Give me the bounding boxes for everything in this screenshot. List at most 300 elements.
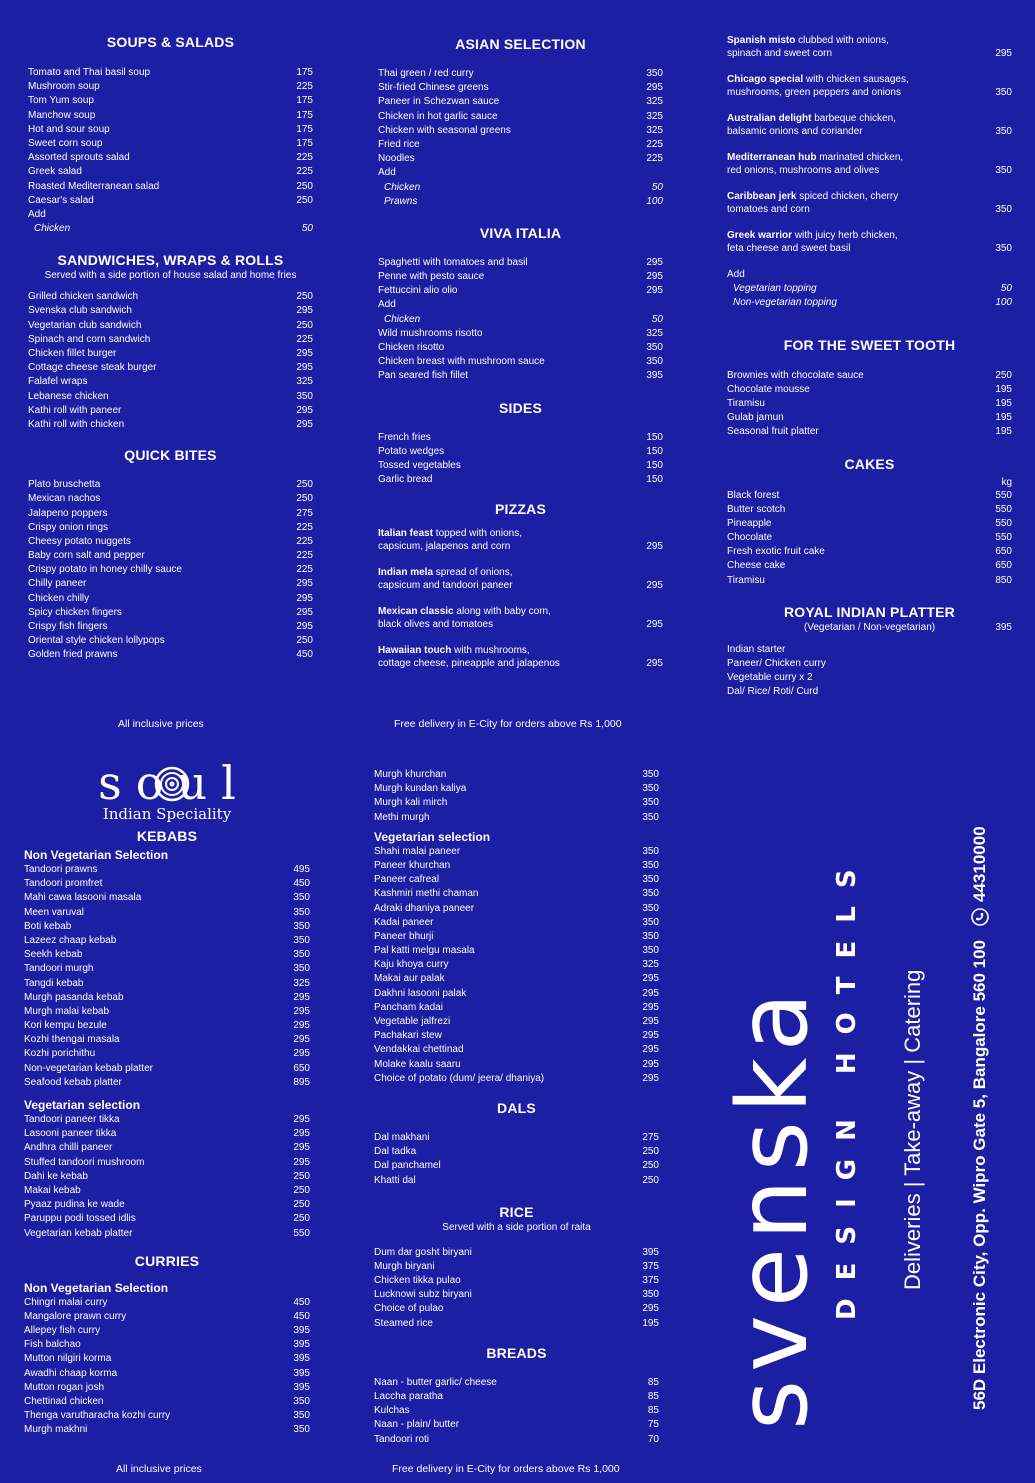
menu-item-price: 350 bbox=[642, 916, 659, 928]
menu-item-name: Tandoori prawns bbox=[24, 864, 98, 875]
menu-item-price: 550 bbox=[995, 517, 1012, 529]
menu-item bbox=[378, 110, 663, 124]
menu-item-name: Noodles bbox=[378, 153, 415, 165]
menu-item-price: 295 bbox=[642, 1016, 659, 1027]
menu-item-name: Kulchas bbox=[374, 1405, 410, 1417]
menu-item-price: 395 bbox=[293, 1339, 310, 1351]
menu-item-price: 325 bbox=[642, 959, 659, 971]
menu-item-price: 350 bbox=[642, 945, 659, 957]
menu-item bbox=[727, 411, 1012, 425]
pizza-price: 350 bbox=[995, 204, 1012, 215]
menu-item-price: 295 bbox=[646, 256, 663, 268]
menu-item-name: Chicken bbox=[384, 313, 421, 325]
menu-item-price: 250 bbox=[293, 1170, 310, 1182]
cakes-list bbox=[727, 489, 1012, 588]
menu-item bbox=[24, 1019, 310, 1033]
menu-item-name: Kashmiri methi chaman bbox=[374, 888, 479, 900]
menu-item-price: 550 bbox=[995, 532, 1012, 544]
menu-item bbox=[28, 648, 313, 662]
menu-item-name: Add bbox=[378, 299, 396, 311]
menu-item-name: Tiramisu bbox=[727, 397, 765, 409]
rice-list bbox=[374, 1246, 659, 1331]
menu-item bbox=[374, 902, 659, 916]
menu-item bbox=[24, 1395, 310, 1409]
menu-item-name: Vegetarian club sandwich bbox=[28, 319, 142, 331]
menu-item-name: Seafood kebab platter bbox=[24, 1076, 122, 1088]
menu-item-price: 325 bbox=[646, 124, 663, 136]
menu-item-name: Laccha paratha bbox=[374, 1391, 443, 1402]
menu-item-price: 295 bbox=[642, 1058, 659, 1070]
menu-item bbox=[374, 845, 659, 859]
menu-item-price: 75 bbox=[647, 1419, 659, 1431]
menu-item-name: Boti kebab bbox=[24, 920, 72, 932]
menu-item-name: Vendakkai chettinad bbox=[374, 1044, 464, 1056]
menu-item bbox=[378, 138, 663, 152]
menu-item-name: Stir-fried Chinese greens bbox=[378, 82, 489, 94]
curries-veg-list bbox=[374, 845, 659, 1086]
pizza-desc-line1: spread of onions, bbox=[433, 567, 513, 579]
section-title-curries: CURRIES bbox=[134, 1252, 200, 1269]
menu-item bbox=[727, 489, 1012, 503]
menu-item-price: 350 bbox=[642, 769, 659, 780]
pizza-price: 350 bbox=[995, 243, 1012, 254]
menu-item-name: Vegetable curry x 2 bbox=[727, 672, 813, 684]
menu-item-name: Pan seared fish fillet bbox=[378, 370, 469, 382]
menu-item-price: 395 bbox=[293, 1325, 310, 1337]
menu-item-name: Awadhi chaap korma bbox=[24, 1367, 118, 1379]
menu-item bbox=[28, 165, 313, 179]
menu-item bbox=[374, 1145, 659, 1159]
quick-bites-list bbox=[28, 478, 313, 662]
pizza-item bbox=[378, 605, 663, 631]
menu-item-price: 195 bbox=[642, 1317, 659, 1329]
menu-item-price: 150 bbox=[646, 459, 663, 471]
menu-item-name: Baby corn salt and pepper bbox=[28, 550, 145, 562]
menu-item-price: 250 bbox=[296, 493, 313, 505]
section-subtitle-platter: (Vegetarian / Non-vegetarian) bbox=[803, 621, 936, 633]
menu-item bbox=[24, 1338, 310, 1352]
menu-item bbox=[28, 109, 313, 123]
menu-item bbox=[24, 962, 310, 976]
menu-item-price: 450 bbox=[293, 1310, 310, 1322]
menu-item-name: Add bbox=[28, 208, 46, 220]
menu-item-name: Murgh kundan kaliya bbox=[374, 783, 467, 795]
menu-item-price: 495 bbox=[293, 864, 310, 875]
pizza-desc-line1: marinated chicken, bbox=[816, 152, 904, 163]
menu-item bbox=[28, 194, 313, 208]
menu-item bbox=[28, 66, 313, 80]
menu-item-name: Tiramisu bbox=[727, 574, 765, 586]
menu-item-price: 295 bbox=[642, 1001, 659, 1013]
menu-item-name: Pineapple bbox=[727, 517, 772, 529]
menu-item bbox=[374, 887, 659, 901]
menu-item bbox=[374, 873, 659, 887]
menu-item-price: 295 bbox=[296, 621, 313, 632]
menu-item-price: 650 bbox=[995, 560, 1012, 572]
menu-item bbox=[727, 643, 1012, 657]
menu-item-price: 350 bbox=[293, 1396, 310, 1407]
menu-item-price: 295 bbox=[293, 1005, 310, 1017]
menu-item bbox=[374, 972, 659, 986]
pizza-price: 350 bbox=[995, 87, 1012, 98]
pizza-desc-line1: along with baby corn, bbox=[453, 606, 551, 618]
menu-item-name: Kaju khoya curry bbox=[374, 959, 449, 971]
menu-item-name: Methi murgh bbox=[374, 811, 430, 823]
menu-item-name: Choice of pulao bbox=[374, 1303, 444, 1315]
menu-item-price: 650 bbox=[293, 1062, 310, 1074]
menu-item-name: Adraki dhaniya paneer bbox=[374, 902, 475, 914]
menu-item-name: Murgh khurchan bbox=[374, 769, 447, 780]
section-title-sweet: FOR THE SWEET TOOTH bbox=[783, 336, 956, 353]
menu-item bbox=[24, 877, 310, 891]
menu-item-price: 350 bbox=[293, 892, 310, 904]
pizza-item bbox=[727, 73, 1012, 99]
menu-item-name: Roasted Mediterranean salad bbox=[28, 180, 160, 192]
menu-item-price: 50 bbox=[651, 313, 663, 325]
menu-item bbox=[378, 95, 663, 109]
menu-item-name: Paneer in Schezwan sauce bbox=[378, 96, 500, 108]
menu-item-name: Kathi roll with chicken bbox=[28, 418, 125, 430]
soups-list bbox=[28, 66, 313, 236]
pizza-description bbox=[727, 34, 957, 60]
pizza-name: Hawaiian touch bbox=[378, 645, 452, 657]
menu-item-name: Lucknowi subz biryani bbox=[374, 1289, 472, 1301]
menu-item-price: 295 bbox=[293, 1020, 310, 1032]
menu-item-price: 250 bbox=[995, 369, 1012, 381]
menu-item-name: Paneer khurchan bbox=[374, 859, 451, 871]
menu-item bbox=[24, 1227, 310, 1241]
breads-list bbox=[374, 1376, 659, 1447]
pizza-description bbox=[727, 190, 957, 216]
menu-item-name: Pachakari stew bbox=[374, 1030, 442, 1042]
menu-item bbox=[374, 859, 659, 873]
menu-item-name: Chicken bbox=[34, 223, 71, 235]
curries-nonveg-head: Non Vegetarian Selection bbox=[24, 1280, 169, 1295]
menu-item-price: 250 bbox=[296, 319, 313, 331]
pizza-description bbox=[378, 527, 608, 553]
menu-item bbox=[28, 94, 313, 108]
menu-item-price: 195 bbox=[995, 397, 1012, 409]
menu-item bbox=[28, 492, 313, 506]
menu-item-price: 295 bbox=[296, 592, 313, 604]
menu-item bbox=[727, 545, 1012, 559]
menu-item bbox=[374, 1072, 659, 1086]
menu-item bbox=[378, 327, 663, 341]
pizza-desc-line1: with mushrooms, bbox=[451, 645, 530, 657]
menu-item-name: Non-vegetarian topping bbox=[733, 297, 837, 309]
kebabs-nonveg-list bbox=[24, 863, 310, 1090]
menu-item-name: Chicken risotto bbox=[378, 342, 445, 353]
section-title-sides: SIDES bbox=[498, 399, 542, 416]
menu-item bbox=[727, 531, 1012, 545]
menu-item-price: 225 bbox=[296, 521, 313, 533]
menu-item bbox=[28, 507, 313, 521]
menu-item-price: 250 bbox=[642, 1160, 659, 1172]
menu-item-price: 295 bbox=[293, 1034, 310, 1046]
menu-item bbox=[24, 1076, 310, 1090]
menu-item-price: 225 bbox=[646, 153, 663, 165]
menu-item-name: Kori kempu bezule bbox=[24, 1020, 107, 1032]
menu-item bbox=[374, 1058, 659, 1072]
menu-item bbox=[374, 944, 659, 958]
menu-item-name: Lebanese chicken bbox=[28, 390, 109, 402]
menu-item-price: 650 bbox=[995, 546, 1012, 558]
menu-item-name: Meen varuval bbox=[24, 906, 85, 918]
menu-item bbox=[378, 81, 663, 95]
menu-item-name: Non-vegetarian kebab platter bbox=[24, 1062, 153, 1074]
menu-item-name: Add bbox=[378, 167, 396, 179]
menu-item bbox=[28, 319, 313, 333]
menu-item-price: 295 bbox=[296, 606, 313, 618]
cakes-unit: kg bbox=[1001, 476, 1012, 488]
menu-item-price: 450 bbox=[296, 649, 313, 661]
menu-item bbox=[24, 934, 310, 948]
menu-item bbox=[727, 517, 1012, 531]
menu-item bbox=[28, 137, 313, 151]
menu-item-price: 275 bbox=[642, 1131, 659, 1143]
menu-item-price: 375 bbox=[642, 1260, 659, 1272]
menu-item-price: 350 bbox=[642, 902, 659, 914]
menu-item-price: 350 bbox=[646, 342, 663, 353]
menu-item bbox=[374, 1433, 659, 1447]
menu-item bbox=[24, 1141, 310, 1155]
menu-item-name: Vegetarian topping bbox=[733, 283, 817, 295]
soul-logo bbox=[24, 756, 310, 823]
menu-item-price: 85 bbox=[647, 1376, 659, 1388]
menu-item bbox=[24, 1324, 310, 1338]
menu-item bbox=[374, 1015, 659, 1029]
curries-nonveg-list bbox=[24, 1296, 310, 1438]
menu-item-name: Seasonal fruit platter bbox=[727, 426, 819, 438]
menu-item-name: Dum dar gosht biryani bbox=[374, 1246, 472, 1258]
menu-item bbox=[28, 180, 313, 194]
pizza-price: 295 bbox=[995, 48, 1012, 59]
dals-list bbox=[374, 1131, 659, 1188]
pizza-name: Australian delight bbox=[727, 113, 812, 124]
menu-item bbox=[374, 1260, 659, 1274]
menu-item-price: 395 bbox=[293, 1367, 310, 1379]
menu-item-name: French fries bbox=[378, 431, 431, 443]
menu-item bbox=[24, 1047, 310, 1061]
menu-item-price: 350 bbox=[642, 930, 659, 942]
menu-item-name: Vegetable jalfrezi bbox=[374, 1016, 451, 1027]
menu-item-price: 195 bbox=[995, 383, 1012, 395]
menu-item-price: 395 bbox=[293, 1353, 310, 1365]
pizza-desc-line1: topped with onions, bbox=[433, 528, 522, 540]
menu-item bbox=[28, 521, 313, 535]
menu-item-name: Cheese cake bbox=[727, 560, 786, 572]
menu-item bbox=[28, 123, 313, 137]
kebabs-veg-head: Vegetarian selection bbox=[24, 1098, 141, 1112]
menu-item bbox=[24, 1212, 310, 1226]
menu-item bbox=[378, 152, 663, 166]
menu-item bbox=[24, 1062, 310, 1076]
menu-item-name: Manchow soup bbox=[28, 109, 96, 121]
menu-item-name: Chettinad chicken bbox=[24, 1396, 104, 1407]
pizza-desc-line2: capsicum, jalapenos and corn bbox=[378, 541, 511, 553]
menu-item-name: Dal tadka bbox=[374, 1146, 417, 1158]
menu-item-price: 350 bbox=[296, 390, 313, 402]
brand-wordmark: svenska bbox=[717, 984, 829, 1430]
menu-item-price: 350 bbox=[646, 356, 663, 368]
section-title-cakes: CAKES bbox=[844, 455, 895, 472]
menu-item bbox=[374, 958, 659, 972]
menu-item bbox=[24, 1409, 310, 1423]
menu-item bbox=[378, 341, 663, 355]
menu-item bbox=[24, 1423, 310, 1437]
menu-item-price: 295 bbox=[296, 305, 313, 317]
menu-item-price: 295 bbox=[293, 1128, 310, 1140]
menu-item bbox=[374, 1404, 659, 1418]
footer-prices-top: All inclusive prices bbox=[118, 718, 204, 730]
menu-item-name: Chicken in hot garlic sauce bbox=[378, 110, 498, 122]
pizza-name: Italian feast bbox=[378, 528, 434, 540]
pizza-name: Mexican classic bbox=[378, 606, 454, 618]
pizza-item bbox=[727, 151, 1012, 177]
menu-item-price: 450 bbox=[293, 1296, 310, 1308]
menu-item bbox=[374, 1131, 659, 1145]
menu-item-price: 895 bbox=[293, 1076, 310, 1088]
menu-item-price: 450 bbox=[293, 878, 310, 890]
menu-item-name: Paneer bhurji bbox=[374, 930, 434, 942]
menu-item bbox=[24, 1296, 310, 1310]
menu-item bbox=[374, 768, 659, 782]
pizza-desc-line2: feta cheese and sweet basil bbox=[727, 243, 851, 254]
menu-item-name: Tangdi kebab bbox=[24, 977, 84, 989]
pizza-desc-line1: clubbed with onions, bbox=[795, 35, 889, 46]
section-title-pizzas: PIZZAS bbox=[495, 501, 546, 518]
menu-item-name: Brownies with chocolate sauce bbox=[727, 369, 864, 381]
pizza-item bbox=[727, 190, 1012, 216]
menu-item-price: 550 bbox=[293, 1227, 310, 1239]
menu-item-name: Choice of potato (dum/ jeera/ dhaniya) bbox=[374, 1072, 545, 1084]
menu-item-name: Dakhni lasooni palak bbox=[374, 987, 467, 999]
menu-item bbox=[28, 606, 313, 620]
menu-item-name: Chicken fillet burger bbox=[28, 348, 117, 359]
menu-item bbox=[374, 1376, 659, 1390]
section-title-rice: RICE bbox=[499, 1203, 534, 1220]
menu-item bbox=[28, 151, 313, 165]
menu-item-name: Fettuccini alio olio bbox=[378, 285, 458, 297]
menu-item-name: Oriental style chicken lollypops bbox=[28, 635, 165, 647]
menu-item bbox=[374, 1317, 659, 1331]
menu-item-price: 225 bbox=[296, 550, 313, 562]
menu-item bbox=[374, 1174, 659, 1188]
menu-item bbox=[378, 369, 663, 383]
menu-item-name: Dal makhani bbox=[374, 1131, 430, 1143]
menu-item-price: 350 bbox=[646, 68, 663, 79]
menu-item bbox=[28, 375, 313, 389]
menu-item-name: Chicken bbox=[384, 181, 421, 193]
menu-item bbox=[28, 478, 313, 492]
menu-item-name: Chilly paneer bbox=[28, 578, 87, 590]
menu-item-price: 350 bbox=[293, 934, 310, 946]
pizza-desc-line1: with juicy herb chicken, bbox=[792, 230, 898, 241]
menu-item bbox=[24, 1170, 310, 1184]
menu-item-price: 295 bbox=[296, 362, 313, 374]
menu-item-name: Chicken breast with mushroom sauce bbox=[378, 356, 545, 368]
menu-item bbox=[24, 1184, 310, 1198]
menu-item-price: 50 bbox=[1000, 283, 1012, 295]
menu-item-price: 295 bbox=[293, 1114, 310, 1125]
sides-list bbox=[378, 431, 663, 488]
section-title-dals: DALS bbox=[497, 1099, 536, 1116]
col-top-middle bbox=[378, 36, 663, 683]
pizza-item bbox=[727, 229, 1012, 255]
pizza-price: 350 bbox=[995, 126, 1012, 137]
menu-item-name: Black forest bbox=[727, 489, 780, 501]
menu-item-name: Molake kaalu saaru bbox=[374, 1058, 461, 1070]
menu-item bbox=[374, 1274, 659, 1288]
menu-item-name: Chicken tikka pulao bbox=[374, 1275, 461, 1287]
menu-item bbox=[24, 977, 310, 991]
menu-item-price: 550 bbox=[995, 489, 1012, 501]
menu-item-name: Murgh pasanda kebab bbox=[24, 991, 124, 1003]
menu-item-price: 350 bbox=[642, 1289, 659, 1301]
menu-item-name: Fresh exotic fruit cake bbox=[727, 546, 825, 558]
menu-item-name: Prawns bbox=[384, 195, 418, 207]
menu-item bbox=[374, 1246, 659, 1260]
menu-item-name: Potato wedges bbox=[378, 445, 445, 457]
menu-item-name: Mushroom soup bbox=[28, 81, 100, 93]
section-title-soups: SOUPS & SALADS bbox=[106, 34, 235, 50]
menu-item bbox=[378, 284, 663, 298]
menu-item-price: 325 bbox=[646, 96, 663, 108]
menu-item-price: 850 bbox=[995, 574, 1012, 586]
menu-item-name: Paneer/ Chicken curry bbox=[727, 658, 826, 669]
section-subtitle-sandwiches: Served with a side portion of house salad and home fries bbox=[44, 270, 297, 282]
menu-item-name: Naan - butter garlic/ cheese bbox=[374, 1376, 497, 1388]
menu-item bbox=[24, 948, 310, 962]
menu-item-name: Lasooni paneer tikka bbox=[24, 1128, 117, 1140]
menu-item-price: 70 bbox=[647, 1433, 659, 1445]
menu-item-name: Fish balchao bbox=[24, 1339, 81, 1351]
menu-item-name: Murgh biryani bbox=[374, 1260, 435, 1272]
menu-item-price: 295 bbox=[296, 348, 313, 359]
menu-item-name: Lazeez chaap kebab bbox=[24, 934, 117, 946]
menu-item-price: 85 bbox=[647, 1405, 659, 1417]
menu-item-price: 225 bbox=[296, 81, 313, 93]
menu-item bbox=[28, 620, 313, 634]
footer-delivery-top: Free delivery in E-City for orders above Rs 1,000 bbox=[394, 718, 622, 730]
menu-item bbox=[378, 313, 663, 327]
menu-item-name: Chingri malai curry bbox=[24, 1296, 108, 1308]
pizza-name: Mediterranean hub bbox=[727, 152, 817, 163]
menu-item-price: 250 bbox=[296, 291, 313, 303]
menu-item-price: 295 bbox=[296, 578, 313, 590]
menu-item-name: Kathi roll with paneer bbox=[28, 404, 122, 416]
menu-item-price: 295 bbox=[293, 1142, 310, 1154]
menu-item bbox=[727, 671, 1012, 685]
pizza-desc-line1: spiced chicken, cherry bbox=[796, 191, 899, 202]
menu-item bbox=[378, 473, 663, 487]
menu-item-price: 295 bbox=[293, 1048, 310, 1060]
menu-item-name: Garlic bread bbox=[378, 474, 433, 486]
menu-item bbox=[378, 166, 663, 180]
menu-item bbox=[378, 67, 663, 81]
soul-wordmark: soul bbox=[98, 756, 250, 810]
menu-item-price: 395 bbox=[642, 1246, 659, 1258]
menu-item bbox=[374, 930, 659, 944]
menu-item-name: Paneer cafreal bbox=[374, 874, 440, 886]
menu-item-name: Seekh kebab bbox=[24, 949, 83, 961]
menu-item-price: 100 bbox=[995, 297, 1012, 309]
menu-item-name: Murgh makhni bbox=[24, 1424, 88, 1436]
menu-item-price: 195 bbox=[995, 412, 1012, 424]
menu-item-name: Chocolate mousse bbox=[727, 383, 810, 395]
pizza-price: 295 bbox=[646, 580, 663, 592]
menu-item bbox=[28, 208, 313, 222]
